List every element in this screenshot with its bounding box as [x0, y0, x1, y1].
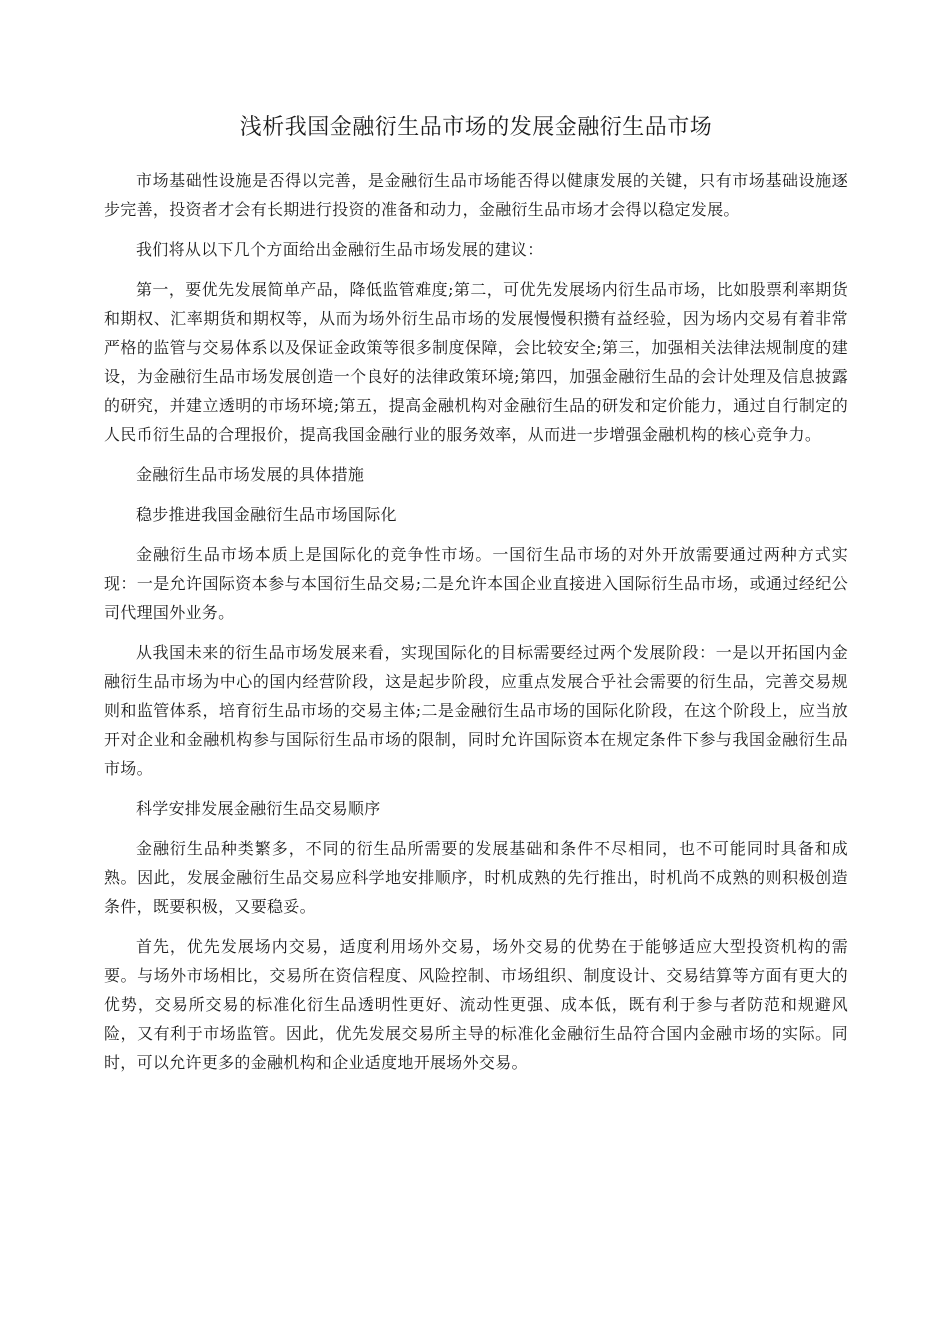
paragraph-exchange-priority: 首先，优先发展场内交易，适度利用场外交易，场外交易的优势在于能够适应大型投资机构的需要。与场外市场相比，交易所在资信程度、风险控制、市场组织、制度设计、交易结算等方面有更大的优势，交易所交易的标准化衍生品透明性更好、流动性更强、成本低，既有利于参与者防范和规避风险，又有利于市场监管。因此，优先发展交易所主导的标准化金融衍生品符合国内金融市场的实际。同时，可以允许更多的金融机构和企业适度地开展场外交易。	[104, 937, 848, 1072]
section-heading-internationalization: 稳步推进我国金融衍生品市场国际化	[136, 505, 397, 524]
document-page	[104, 112, 848, 1088]
paragraph-development-stages: 从我国未来的衍生品市场发展来看，实现国际化的目标需要经过两个发展阶段：一是以开拓国内金融衍生品市场为中心的国内经营阶段，这是起步阶段，应重点发展合乎社会需要的衍生品，完善交易规则和监管体系，培育衍生品市场的交易主体;二是金融衍生品市场的国际化阶段，在这个阶段上，应当放开对企业和金融机构参与国际衍生品市场的限制，同时允许国际资本在规定条件下参与我国金融衍生品市场。	[104, 643, 848, 778]
paragraph-suggestions-intro: 我们将从以下几个方面给出金融衍生品市场发展的建议：	[136, 240, 544, 259]
document-title: 浅析我国金融衍生品市场的发展金融衍生品市场	[239, 115, 713, 140]
section-heading-trading-order: 科学安排发展金融衍生品交易顺序	[136, 799, 381, 818]
paragraph-product-variety: 金融衍生品种类繁多，不同的衍生品所需要的发展基础和条件不尽相同，也不可能同时具备和成熟。因此，发展金融衍生品交易应科学地安排顺序，时机成熟的先行推出，时机尚不成熟的则积极创造条件，既要积极，又要稳妥。	[104, 839, 848, 916]
paragraph-infrastructure: 市场基础性设施是否得以完善，是金融衍生品市场能否得以健康发展的关键，只有市场基础设施逐步完善，投资者才会有长期进行投资的准备和动力，金融衍生品市场才会得以稳定发展。	[104, 171, 848, 219]
paragraph-international-market: 金融衍生品市场本质上是国际化的竞争性市场。一国衍生品市场的对外开放需要通过两种方式实现：一是允许国际资本参与本国衍生品交易;二是允许本国企业直接进入国际衍生品市场，或通过经纪公司代理国外业务。	[104, 545, 848, 622]
section-heading-measures: 金融衍生品市场发展的具体措施	[136, 465, 365, 484]
paragraph-suggestions-list: 第一，要优先发展简单产品，降低监管难度;第二，可优先发展场内衍生品市场，比如股票利率期货和期权、汇率期货和期权等，从而为场外衍生品市场的发展慢慢积攒有益经验，因为场内交易有着非常严格的监管与交易体系以及保证金政策等很多制度保障，会比较安全;第三，加强相关法律法规制度的建设，为金融衍生品市场发展创造一个良好的法律政策环境;第四，加强金融衍生品的会计处理及信息披露的研究，并建立透明的市场环境;第五，提高金融机构对金融衍生品的研发和定价能力，通过自行制定的人民币衍生品的合理报价，提高我国金融行业的服务效率，从而进一步增强金融机构的核心竞争力。	[104, 280, 848, 444]
